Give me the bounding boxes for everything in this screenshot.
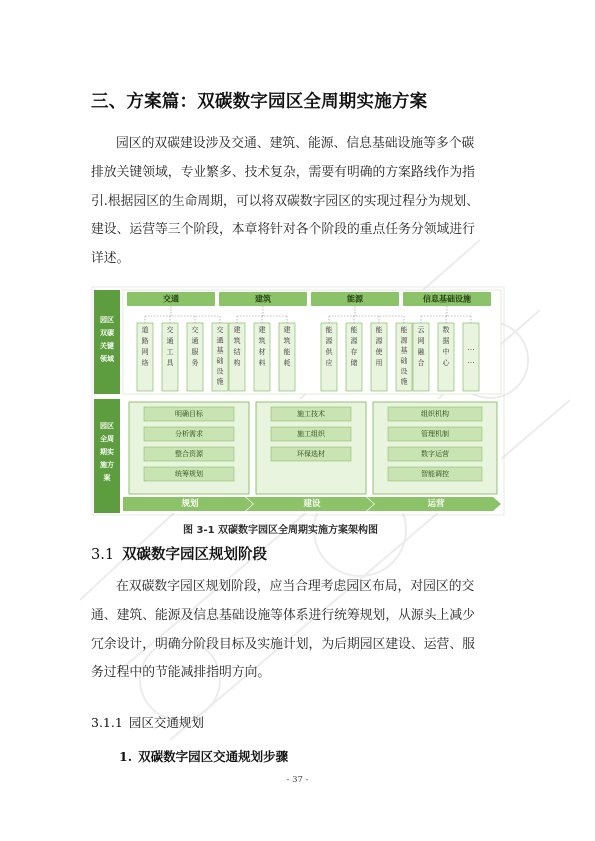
domain-item-label: 服 [191, 348, 199, 356]
domain-item-label: 设 [216, 367, 224, 376]
phase-arrow-label: 建设 [303, 499, 321, 509]
task-label: 整合资源 [175, 450, 203, 458]
domain-item-label: 料 [258, 359, 266, 367]
domain-item-label: 源 [325, 337, 333, 345]
domain-item-label: 交 [191, 326, 199, 334]
task-label: 分析需求 [175, 430, 203, 438]
domain-item-label: 筑 [233, 337, 241, 345]
intro-paragraph [91, 130, 511, 274]
domain-item-label: 合 [417, 359, 425, 367]
domain-item-label: 交 [166, 326, 174, 334]
domain-item-label: 能 [325, 326, 333, 334]
left-label-phases: 期实 [100, 448, 114, 456]
page-number: - 37 - [286, 775, 309, 785]
left-label-domains: 双碳 [100, 329, 114, 337]
left-label-box-phases [94, 399, 120, 513]
domain-item-label: 筑 [258, 337, 266, 345]
domain-item-label: 建 [233, 326, 241, 334]
task-label: 明确目标 [175, 410, 203, 418]
architecture-diagram [91, 286, 505, 516]
left-label-phases: 园区 [100, 422, 114, 430]
domain-item-label: 能 [375, 326, 383, 334]
section-heading [91, 543, 267, 564]
domain-item-label: 储 [350, 359, 358, 367]
domain-item-label: 础 [400, 357, 408, 365]
left-label-phases: 案 [103, 474, 111, 482]
domain-item-label: 基 [400, 346, 408, 355]
domain-item-label: 筑 [283, 337, 291, 345]
section-number: 3.1 [91, 547, 115, 563]
left-label-domains: 关键 [100, 342, 114, 350]
domain-header-label: 建筑 [255, 294, 271, 304]
subsection-title: 园区交通规划 [128, 715, 204, 730]
domain-item-label: 源 [350, 337, 358, 345]
text-line: 建设、运营等三个阶段，本章将针对各个阶段的重点任务分领域进行 [91, 222, 475, 238]
domain-item-label: 工 [166, 348, 174, 356]
phase-arrow-label: 规划 [181, 499, 199, 509]
diagram-canvas [91, 286, 505, 516]
domain-item-label: 基 [216, 346, 224, 355]
domain-item-label: 数 [442, 326, 450, 334]
domain-item-label: 具 [166, 359, 174, 367]
text-line: 园区的双碳建设涉及交通、建筑、能源、信息基础设施等多个碳 [116, 136, 475, 151]
domain-item-label: 结 [233, 348, 241, 356]
domain-item-label: … [467, 344, 475, 352]
domain-item-label: 据 [442, 337, 450, 345]
task-label: 施工组织 [297, 430, 325, 438]
left-label-phases: 施方 [100, 461, 114, 469]
domain-item-label: 材 [258, 348, 266, 356]
domain-item-label: 用 [375, 359, 383, 367]
domain-item-label: 心 [442, 359, 450, 367]
task-label: 环保选材 [297, 450, 325, 458]
text-line: 在双碳数字园区规划阶段，应当合理考虑园区布局，对园区的交 [116, 579, 475, 594]
text-line: 务过程中的节能减排指明方向。 [91, 665, 271, 681]
subsection-heading [91, 713, 204, 731]
domain-item-label: 耗 [283, 359, 291, 367]
domain-item-label: 源 [375, 337, 383, 345]
domain-item-label: 络 [141, 359, 149, 367]
text-line: 通、建筑、能源及信息基础设施等体系进行统筹规划，从源头上减少 [91, 607, 475, 623]
task-label: 管理机制 [421, 430, 449, 438]
domain-item-label: 通 [216, 336, 224, 345]
domain-item-label: 存 [350, 348, 358, 356]
domain-item-label: 源 [400, 336, 408, 345]
domain-item-label: 网 [141, 348, 149, 356]
domain-item-label: 通 [166, 337, 174, 345]
task-label: 智能调控 [421, 470, 449, 478]
domain-item-label: 通 [191, 337, 199, 345]
domain-item-label: 云 [417, 326, 425, 334]
domain-item-label: 供 [325, 348, 333, 356]
subsubsection-number: 1. [119, 749, 133, 764]
domain-item-label: 设 [400, 367, 408, 376]
domain-item-label: 应 [325, 359, 333, 367]
domain-item-label: 交 [216, 326, 224, 334]
domain-item-label: 能 [400, 326, 408, 334]
domain-item-label: 能 [350, 326, 358, 334]
task-label: 施工技术 [297, 410, 325, 418]
domain-item-label: 构 [233, 359, 241, 367]
text-line: 引.根据园区的生命周期，可以将双碳数字园区的实现过程分为规划、 [91, 193, 479, 209]
left-label-domains: 园区 [100, 316, 114, 324]
domain-item-label: 务 [191, 359, 199, 367]
domain-item-label: 施 [400, 377, 408, 386]
left-label-domains: 领域 [100, 355, 114, 363]
subsubsection-heading [119, 747, 288, 765]
domain-item-label: 建 [258, 326, 266, 334]
domain-item-label: 使 [375, 348, 383, 356]
domain-item-label: 建 [283, 326, 291, 334]
subsubsection-title: 双碳数字园区交通规划步骤 [138, 749, 289, 764]
domain-item-label: 道 [141, 326, 149, 334]
left-label-phases: 全周 [100, 435, 114, 443]
phase-arrow-label: 运营 [427, 499, 445, 509]
task-label: 组织机构 [421, 410, 449, 418]
domain-item-label: 路 [141, 337, 149, 345]
text-line: 详述。 [91, 251, 130, 267]
subsection-number: 3.1.1 [91, 715, 123, 730]
domain-item-label: 融 [417, 348, 425, 356]
domain-item-label: … [467, 357, 475, 365]
domain-header-label: 信息基础设施 [423, 294, 471, 304]
text-line: 冗余设计，明确分阶段目标及实施计划，为后期园区建设、运营、服 [91, 636, 475, 652]
section-paragraph [91, 573, 511, 688]
domain-header-label: 交通 [163, 294, 179, 304]
domain-item-label: 中 [442, 348, 450, 356]
task-label: 数字运营 [421, 450, 449, 458]
domain-item-label: 网 [417, 337, 425, 345]
section-title: 双碳数字园区规划阶段 [122, 547, 268, 563]
domain-item-label: 施 [216, 377, 224, 386]
domain-item-label: 能 [283, 348, 291, 356]
domain-item-label: 础 [216, 357, 224, 365]
figure-caption: 图 3-1 双碳数字园区全周期实施方案架构图 [183, 525, 379, 536]
chapter-title: 三、方案篇：双碳数字园区全周期实施方案 [91, 92, 428, 112]
text-line: 排放关键领域，专业繁多、技术复杂，需要有明确的方案路线作为指 [91, 164, 475, 180]
task-label: 统筹规划 [175, 470, 203, 478]
domain-header-label: 能源 [347, 294, 363, 304]
